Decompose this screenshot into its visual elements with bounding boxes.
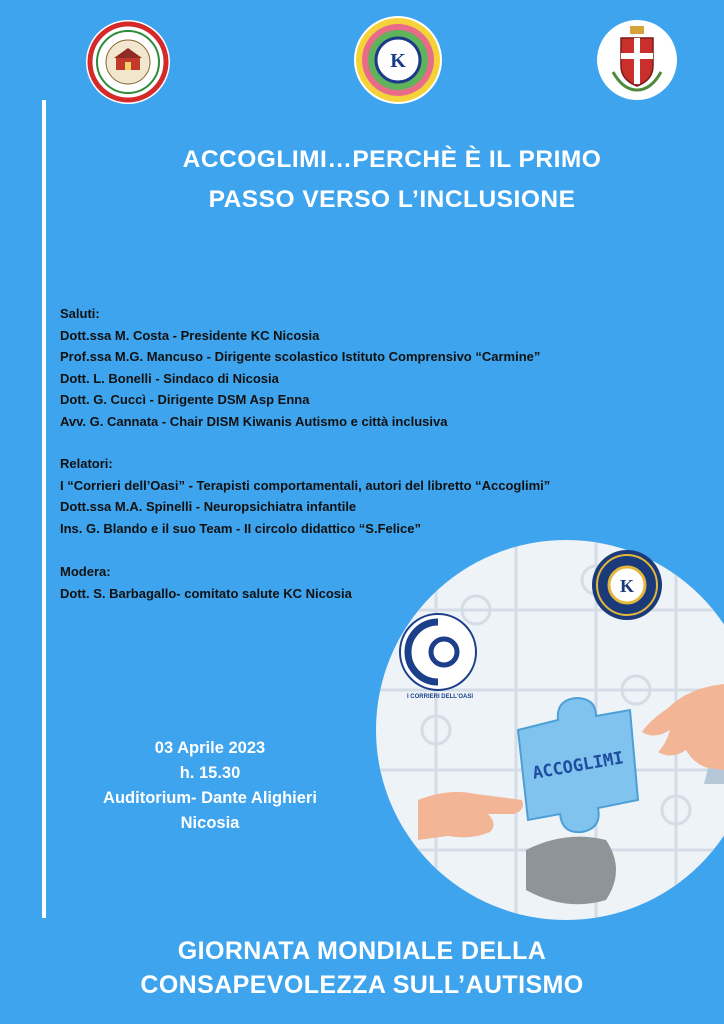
footer-title xyxy=(40,934,684,1002)
modera-item: Dott. S. Barbagallo- comitato salute KC Nicosia xyxy=(60,585,352,601)
right-hand-icon xyxy=(628,674,724,784)
corrieri-oasi-logo xyxy=(398,612,478,692)
saluti-item: Dott.ssa M. Costa - Presidente KC Nicosia xyxy=(60,327,320,343)
saluti-item: Avv. G. Cannata - Chair DISM Kiwanis Autismo e città inclusiva xyxy=(60,413,448,429)
kiwanis-club-logo xyxy=(354,16,442,104)
relatori-heading: Relatori: xyxy=(60,456,113,471)
saluti-heading: Saluti: xyxy=(60,306,100,321)
event-city: Nicosia xyxy=(180,814,240,832)
event-venue: Auditorium- Dante Alighieri xyxy=(103,789,317,807)
left-hand-icon xyxy=(418,770,528,860)
relatori-item: I “Corrieri dell’Oasi” - Terapisti comportamentali, autori del libretto “Accoglimi” xyxy=(60,477,551,493)
school-logo xyxy=(86,20,170,104)
saluti-item: Dott. G. Cuccì - Dirigente DSM Asp Enna xyxy=(60,392,310,407)
event-date: 03 Aprile 2023 xyxy=(154,739,266,757)
title-line-2: PASSO VERSO L’INCLUSIONE xyxy=(208,186,576,213)
municipality-crest xyxy=(597,20,677,100)
modera-heading: Modera: xyxy=(60,564,111,579)
saluti-section xyxy=(60,303,540,432)
saluti-item: Dott. L. Bonelli - Sindaco di Nicosia xyxy=(60,370,279,386)
corrieri-oasi-label: I CORRIERI DELL'OASI xyxy=(406,694,474,700)
relatori-item: Ins. G. Blando e il suo Team - II circolo didattico “S.Felice” xyxy=(60,520,421,536)
footer-line-2: CONSAPEVOLEZZA SULL’AUTISMO xyxy=(140,971,584,999)
svg-text:K: K xyxy=(619,576,635,596)
puzzle-piece-label: ACCOGLIMI xyxy=(530,748,626,784)
modera-section xyxy=(60,561,352,604)
svg-text:K: K xyxy=(390,50,406,72)
title-line-1: ACCOGLIMI…PERCHÈ È IL PRIMO xyxy=(182,146,602,173)
footer-line-1: GIORNATA MONDIALE DELLA xyxy=(177,937,547,965)
kiwanis-international-badge xyxy=(590,548,664,622)
saluti-item: Prof.ssa M.G. Mancuso - Dirigente scolastico Istituto Comprensivo “Carmine” xyxy=(60,349,541,364)
event-info xyxy=(40,736,380,836)
relatori-section xyxy=(60,453,550,539)
relatori-item: Dott.ssa M.A. Spinelli - Neuropsichiatra infantile xyxy=(60,499,357,514)
event-time: h. 15.30 xyxy=(179,764,241,782)
